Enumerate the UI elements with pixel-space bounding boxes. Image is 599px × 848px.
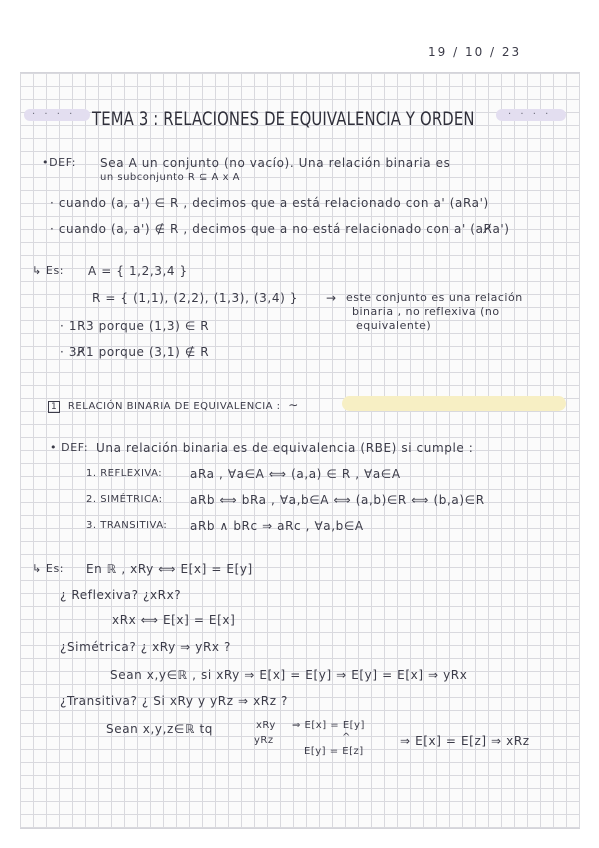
- section-1-heading: [48, 399, 299, 413]
- transitive-question: ¿Transitiva? ¿ Si xRy y yRz ⇒ xRz ?: [60, 694, 288, 708]
- reflexive-answer: xRx ⟺ E[x] = E[x]: [112, 613, 236, 627]
- transitive-equation-bottom: E[y] = E[z]: [304, 746, 364, 757]
- def-label: •DEF:: [42, 156, 77, 169]
- def-line-1: Sea A un conjunto (no vacío). Una relación binaria es: [100, 156, 451, 170]
- transitive-relation-bottom: yRz: [254, 735, 274, 746]
- title-dots-left: · · · ·: [32, 109, 76, 120]
- grid-paper: [20, 72, 580, 829]
- example-1-set-r: R = { (1,1), (2,2), (1,3), (3,4) }: [92, 291, 298, 305]
- transitive-relation-top: xRy: [256, 720, 276, 731]
- example-1-note-3: equivalente): [356, 319, 432, 332]
- property-3-label: 3. TRANSITIVA:: [86, 520, 168, 531]
- def-line-2: un subconjunto R ⊆ A x A: [100, 172, 241, 183]
- transitive-wedge: ^: [342, 732, 351, 743]
- property-1-label: 1. REFLEXIVA:: [86, 468, 163, 479]
- property-1-text: aRa , ∀a∈A ⟺ (a,a) ∈ R , ∀a∈A: [190, 467, 401, 481]
- transitive-equation-top: ⇒ E[x] = E[y]: [292, 720, 365, 731]
- example-1-note-1: este conjunto es una relación: [346, 291, 523, 304]
- section-1-symbol: ∼: [288, 398, 299, 412]
- reflexive-question: ¿ Reflexiva? ¿xRx?: [60, 588, 182, 602]
- symmetric-answer: Sean x,y∈ℝ , si xRy ⇒ E[x] = E[y] ⇒ E[y] = E[x] ⇒ yRx: [110, 668, 468, 682]
- symmetric-question: ¿Simétrica? ¿ xRy ⇒ yRx ?: [60, 640, 231, 654]
- def-bullet-2: · cuando (a, a') ∉ R , decimos que a no está relacionado con a' (aR̸a'): [50, 222, 510, 236]
- example-1-set-a: A = { 1,2,3,4 }: [88, 264, 188, 278]
- transitive-answer-lead: Sean x,y,z∈ℝ tq: [106, 722, 213, 736]
- example-1-item-2: · 3R̸1 porque (3,1) ∉ R: [60, 345, 210, 359]
- title-dots-right: · · · ·: [508, 109, 552, 120]
- page-title: TEMA 3 : RELACIONES DE EQUIVALENCIA Y ORDEN: [92, 108, 475, 130]
- section-1-title: RELACIÓN BINARIA DE EQUIVALENCIA :: [67, 401, 281, 412]
- example-2-intro: En ℝ , xRy ⟺ E[x] = E[y]: [86, 562, 253, 576]
- property-3-text: aRb ∧ bRc ⇒ aRc , ∀a,b∈A: [190, 519, 364, 533]
- property-2-label: 2. SIMÉTRICA:: [86, 494, 163, 505]
- example-2-label: ↳ Es:: [32, 562, 65, 575]
- section-1-highlight: [342, 396, 566, 411]
- def2-label: • DEF:: [50, 441, 89, 454]
- def-bullet-1: · cuando (a, a') ∈ R , decimos que a está relacionado con a' (aRa'): [50, 196, 489, 210]
- example-1-item-1: · 1R3 porque (1,3) ∈ R: [60, 319, 210, 333]
- section-1-number: 1: [48, 401, 60, 413]
- date: 19 / 10 / 23: [428, 45, 522, 59]
- property-2-text: aRb ⟺ bRa , ∀a,b∈A ⟺ (a,b)∈R ⟺ (b,a)∈R: [190, 493, 485, 507]
- example-1-note-2: binaria , no reflexiva (no: [352, 305, 500, 318]
- def2-text: Una relación binaria es de equivalencia (RBE) si cumple :: [96, 441, 474, 455]
- example-1-arrow: →: [326, 291, 337, 305]
- transitive-result: ⇒ E[x] = E[z] ⇒ xRz: [400, 734, 530, 748]
- example-1-label: ↳ Es:: [32, 264, 65, 277]
